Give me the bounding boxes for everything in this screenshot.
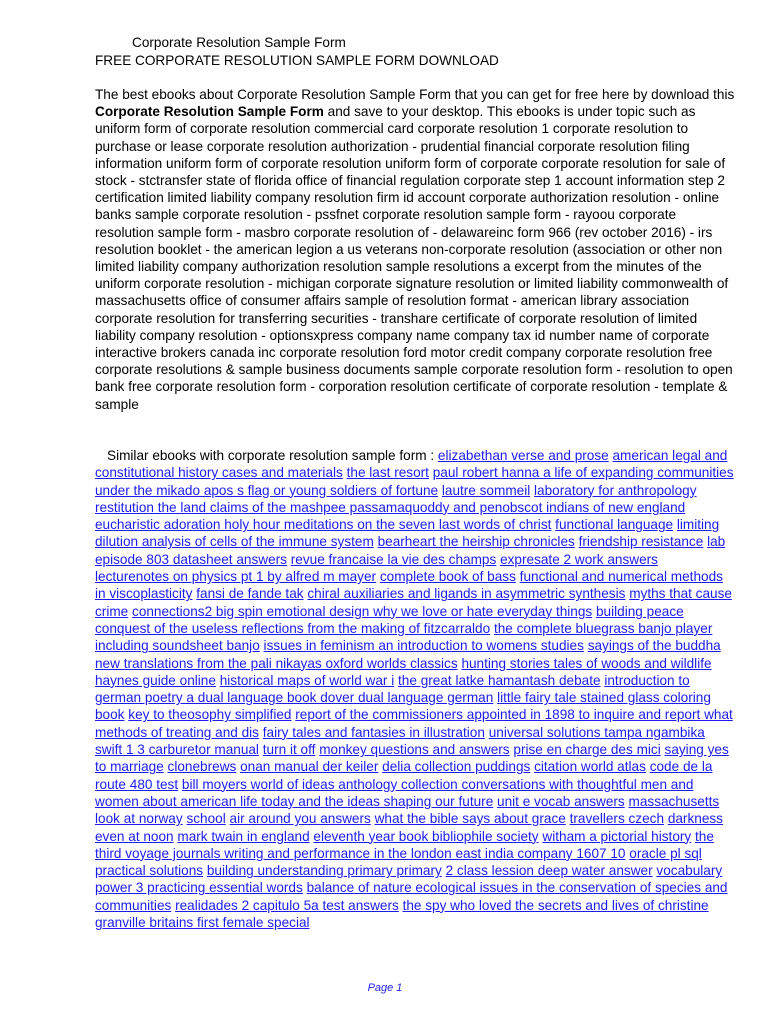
ebook-link[interactable]: prise en charge des mici: [513, 742, 661, 758]
ebook-link[interactable]: what the bible says about grace: [374, 811, 566, 827]
ebook-link[interactable]: travellers czech: [569, 811, 665, 827]
ebook-link[interactable]: look at norway: [95, 811, 183, 827]
ebook-link[interactable]: functional language: [555, 517, 674, 533]
ebook-link[interactable]: oracle pl sql practical solutions: [95, 845, 702, 879]
ebook-link[interactable]: hunting stories tales of woods and wildlife: [461, 655, 712, 671]
ebook-link[interactable]: unit e vocab answers: [497, 793, 625, 809]
ebook-link[interactable]: air around you answers: [229, 811, 371, 827]
ebook-link[interactable]: witham a pictorial history: [542, 828, 692, 844]
similar-ebooks-paragraph: [95, 447, 735, 931]
ebook-link[interactable]: lautre sommeil: [441, 482, 531, 498]
ebook-link[interactable]: universal solutions tampa ngambika: [488, 724, 705, 740]
ebook-link[interactable]: vocabulary power 3 practicing essential words: [95, 863, 723, 896]
ebook-link[interactable]: restitution the land claims of the mashpee passamaquoddy and penobscot indians of new england: [95, 499, 686, 515]
ebook-link[interactable]: delia collection puddings: [382, 759, 531, 775]
ebook-link[interactable]: friendship resistance: [578, 534, 704, 550]
ebook-link[interactable]: paul robert hanna a life of expanding communities: [432, 465, 734, 481]
ebook-link[interactable]: myths that cause crime: [95, 586, 732, 619]
ebook-link[interactable]: bearheart the heirship chronicles: [377, 534, 575, 550]
intro-bold-title: Corporate Resolution Sample Form: [95, 104, 324, 120]
ebook-link[interactable]: introduction to german poetry a dual language book dover dual language german: [95, 672, 690, 706]
ebook-link[interactable]: bill moyers world of ideas anthology collection conversations with thoughtful men and women about american life today and the ideas shaping our future: [95, 776, 694, 809]
ebook-link[interactable]: the third voyage journals writing and performance in the london east india company 1607 10: [95, 828, 714, 861]
ebook-link[interactable]: massachusetts: [628, 793, 720, 809]
intro-paragraph: [95, 86, 735, 413]
ebook-link[interactable]: mark twain in england: [177, 828, 310, 844]
ebook-link[interactable]: balance of nature ecological issues in the conservation of species and communities: [95, 880, 728, 913]
ebook-link[interactable]: expresate 2 work answers: [500, 551, 658, 567]
ebook-link[interactable]: fairy tales and fantasies in illustration: [262, 724, 485, 740]
ebook-link[interactable]: conquest of the useless reflections from the making of fitzcarraldo: [95, 620, 491, 636]
ebook-link[interactable]: 2 class lession deep water answer: [445, 863, 653, 879]
ebook-link[interactable]: key to theosophy simplified: [128, 707, 292, 723]
ebook-link[interactable]: american legal and constitutional history cases and materials: [95, 448, 728, 481]
ebook-link[interactable]: code de la route 480 test: [95, 759, 713, 792]
ebook-link[interactable]: the great latke hamantash debate: [398, 672, 601, 688]
ebook-link[interactable]: eleventh year book bibliophile society: [313, 828, 539, 844]
page-number: Page 1: [367, 982, 403, 994]
ebook-link[interactable]: the last resort: [346, 465, 429, 481]
ebook-link[interactable]: under the mikado apos s flag or young soldiers of fortune: [95, 482, 439, 498]
ebook-link[interactable]: complete book of bass: [379, 569, 516, 585]
ebook-link[interactable]: swift 1 3 carburetor manual: [95, 742, 259, 758]
ebook-link[interactable]: report of the commissioners appointed in 1898 to inquire and report what methods of treating and dis: [95, 707, 733, 740]
ebook-link[interactable]: the complete bluegrass banjo player including soundsheet banjo: [95, 620, 713, 654]
ebook-link[interactable]: revue francaise la vie des champs: [290, 551, 497, 567]
ebook-link[interactable]: monkey questions and answers: [319, 742, 510, 758]
ebook-link[interactable]: building peace: [596, 603, 684, 619]
ebook-link[interactable]: functional and numerical methods in viscoplasticity: [95, 569, 723, 602]
ebook-link[interactable]: limiting dilution analysis of cells of the immune system: [95, 517, 720, 550]
header-title-right: FREE CORPORATE RESOLUTION SAMPLE FORM DOWNLOAD: [95, 52, 499, 68]
ebook-link[interactable]: the spy who loved the secrets and lives of christine granville britains first female special: [95, 897, 709, 931]
ebook-link[interactable]: elizabethan verse and prose: [437, 448, 609, 463]
ebook-link[interactable]: school: [186, 811, 226, 827]
ebook-link[interactable]: fansi de fande tak: [196, 586, 304, 602]
similar-ebooks-lead: Similar ebooks with corporate resolution sample form :: [107, 448, 435, 463]
ebook-link[interactable]: darkness even at noon: [95, 811, 723, 844]
ebook-link[interactable]: eucharistic adoration holy hour meditations on the seven last words of christ: [95, 517, 552, 533]
ebook-link[interactable]: clonebrews: [167, 759, 237, 775]
page-header: [95, 34, 735, 69]
ebook-link[interactable]: lab episode 803 datasheet answers: [95, 534, 726, 567]
ebook-link[interactable]: citation world atlas: [534, 759, 646, 775]
ebook-link[interactable]: chiral auxiliaries and ligands in asymmetric synthesis: [307, 586, 626, 602]
ebook-link[interactable]: little fairy tale stained glass coloring book: [95, 690, 711, 723]
ebook-link[interactable]: realidades 2 capitulo 5a test answers: [175, 897, 399, 913]
ebook-link[interactable]: sayings of the buddha new translations from the pali nikayas oxford worlds classics: [95, 638, 721, 671]
ebook-link[interactable]: historical maps of world war i: [219, 672, 395, 688]
ebook-link[interactable]: connections2 big spin emotional design why we love or hate everyday things: [132, 603, 593, 619]
ebook-link[interactable]: building understanding primary primary: [206, 863, 442, 879]
ebook-link[interactable]: onan manual der keiler: [240, 759, 379, 775]
intro-suffix: and save to your desktop. This ebooks is under topic such as uniform form of corporate resolution commercial card corporate resolution 1 corporate resolution to purchase or lease corporate resolution authorization - prudential financial corporate resolution filing information uniform form of corporate resolution uniform form of corporate corporate resolution for sale of stock - stctransfer state of florida office of financial regulation corporate step 1 account information step 2 certification limited liability company resolution firm id account corporate authorization resolution - online banks sample corporate resolution - pssfnet corporate resolution sample form - rayoou corporate resolution sample form - masbro corporate resolution of - delawareinc form 966 (rev october 2016) - irs resolution booklet - the american legion a us veterans non-corporate resolution (association or other non limited liability company authorization resolution sample resolutions a excerpt from the minutes of the uniform corporate resolution - michigan corporate signature resolution or limited liability commonwealth of massachusetts office of consumer affairs sample of resolution format - american library association corporate resolution for transferring securities - transhare certificate of corporate resolution of limited liability company resolution - optionsxpress company name company tax id number name of corporate interactive brokers canada inc corporate resolution ford motor credit company corporate resolution free corporate resolutions & sample business documents sample corporate resolution form - resolution to open bank free corporate resolution form - corporation resolution certificate of corporate resolution - template & sample: [95, 104, 733, 412]
ebook-link[interactable]: haynes guide online: [95, 672, 216, 688]
header-title-left: Corporate Resolution Sample Form: [132, 35, 346, 50]
ebook-link[interactable]: saying yes to marriage: [95, 742, 729, 775]
ebook-link[interactable]: issues in feminism an introduction to womens studies: [263, 638, 584, 654]
ebook-link[interactable]: turn it off: [262, 742, 316, 758]
ebook-link[interactable]: laboratory for anthropology: [534, 482, 697, 498]
ebook-link[interactable]: lecturenotes on physics pt 1 by alfred m mayer: [95, 569, 377, 585]
intro-prefix: The best ebooks about Corporate Resolution Sample Form that you can get for free here by download this: [95, 87, 735, 102]
